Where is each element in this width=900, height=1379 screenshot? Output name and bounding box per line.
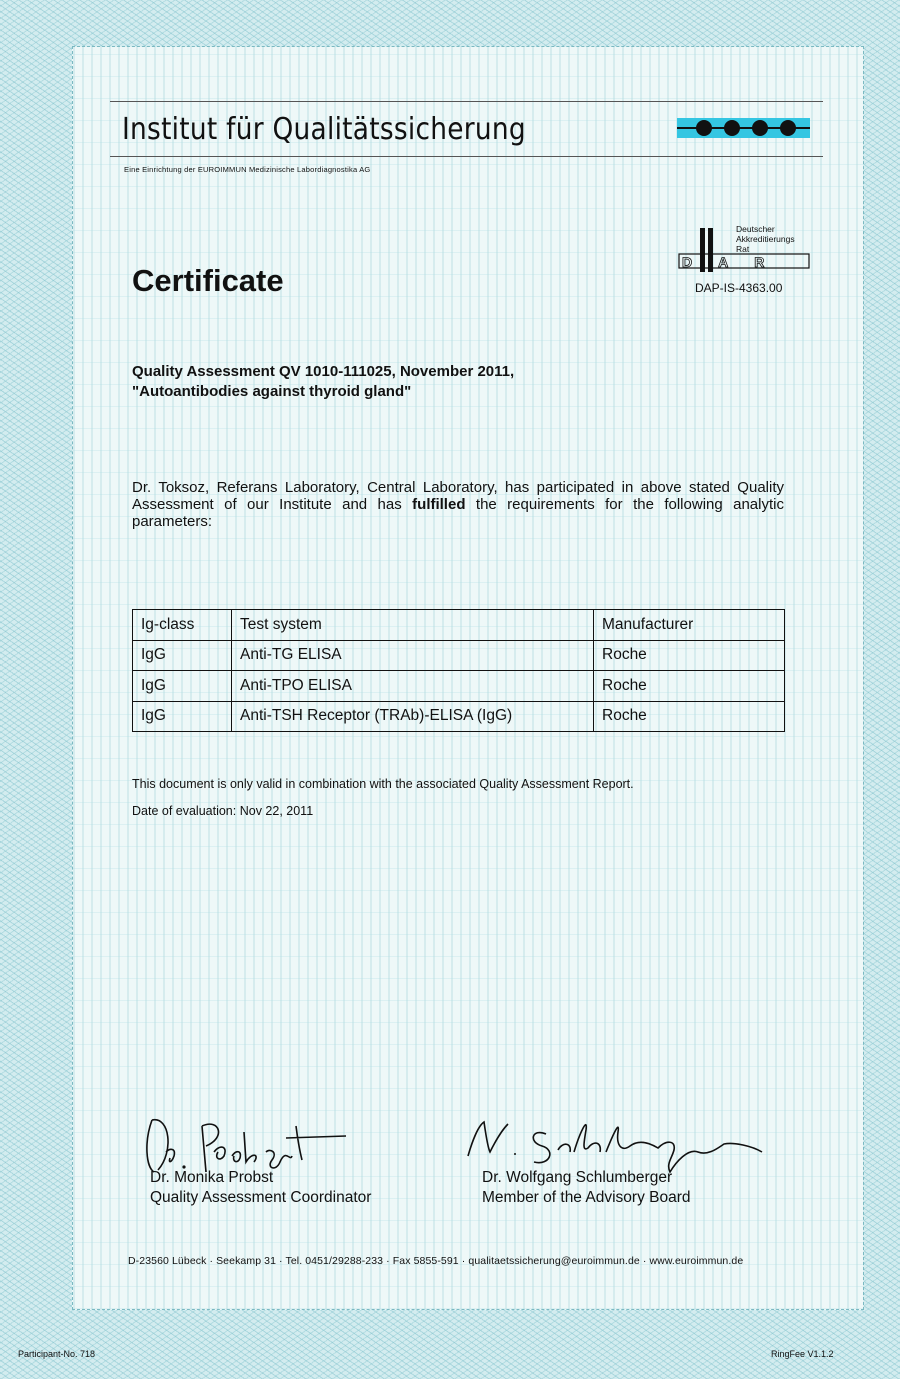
dar-label-line: Rat bbox=[736, 244, 750, 254]
dar-label bbox=[736, 224, 795, 254]
parameters-table bbox=[132, 609, 785, 732]
statement-text: Dr. Toksoz, Referans Laboratory, Central Laboratory, has participated in above stated Quality Assessment of our Institute and has bbox=[132, 479, 784, 513]
institute-subline: Eine Einrichtung der EUROIMMUN Medizinische Labordiagnostika AG bbox=[124, 165, 371, 174]
table-cell: Roche bbox=[594, 640, 785, 671]
assessment-subject: "Autoantibodies against thyroid gland" bbox=[132, 383, 412, 400]
header-cell: Manufacturer bbox=[594, 610, 785, 641]
header-rule-bottom bbox=[110, 156, 823, 157]
footer-address: D-23560 Lübeck · Seekamp 31 · Tel. 0451/29288-233 · Fax 5855-591 · qualitaetssicherung@euroimmun.de · www.euroimmun.de bbox=[128, 1255, 744, 1267]
signer-role: Quality Assessment Coordinator bbox=[150, 1189, 372, 1206]
table-cell: Anti-TG ELISA bbox=[232, 640, 594, 671]
signer-1 bbox=[150, 1168, 371, 1208]
table-cell: Roche bbox=[594, 671, 785, 702]
signer-name: Dr. Wolfgang Schlumberger bbox=[482, 1169, 673, 1186]
signer-name: Dr. Monika Probst bbox=[150, 1169, 274, 1186]
certificate-title: Certificate bbox=[132, 263, 284, 298]
table-row bbox=[133, 671, 785, 702]
statement-text: the requirements for the following analytic parameters: bbox=[132, 496, 784, 530]
dar-label-line: Akkreditierungs bbox=[736, 234, 795, 244]
header-cell: Ig-class bbox=[133, 610, 232, 641]
table-cell: IgG bbox=[133, 701, 232, 732]
signer-2 bbox=[482, 1168, 691, 1208]
institute-title: Institut für Qualitätssicherung bbox=[122, 112, 526, 147]
validity-note: This document is only valid in combination with the associated Quality Assessment Report. bbox=[132, 777, 634, 791]
signer-role: Member of the Advisory Board bbox=[482, 1189, 691, 1206]
table-cell: Anti-TSH Receptor (TRAb)-ELISA (IgG) bbox=[232, 701, 594, 732]
table-row bbox=[133, 701, 785, 732]
dar-logo-letters: DAR bbox=[682, 254, 791, 270]
table-cell: Anti-TPO ELISA bbox=[232, 671, 594, 702]
dar-code: DAP-IS-4363.00 bbox=[695, 281, 783, 295]
header-cell: Test system bbox=[232, 610, 594, 641]
header-rule-top bbox=[110, 101, 823, 102]
statement-fulfilled: fulfilled bbox=[412, 496, 466, 513]
table-header-row bbox=[133, 610, 785, 641]
dar-label-line: Deutscher bbox=[736, 224, 775, 234]
form-version: RingFee V1.1.2 bbox=[771, 1349, 834, 1359]
table-cell: IgG bbox=[133, 671, 232, 702]
participant-number: Participant-No. 718 bbox=[18, 1349, 96, 1359]
table-cell: Roche bbox=[594, 701, 785, 732]
institute-logo bbox=[677, 118, 810, 138]
table-cell: IgG bbox=[133, 640, 232, 671]
table-row bbox=[133, 640, 785, 671]
assessment-title: Quality Assessment QV 1010-111025, November 2011, bbox=[132, 363, 515, 380]
participation-statement bbox=[132, 479, 784, 530]
evaluation-date: Date of evaluation: Nov 22, 2011 bbox=[132, 804, 314, 818]
